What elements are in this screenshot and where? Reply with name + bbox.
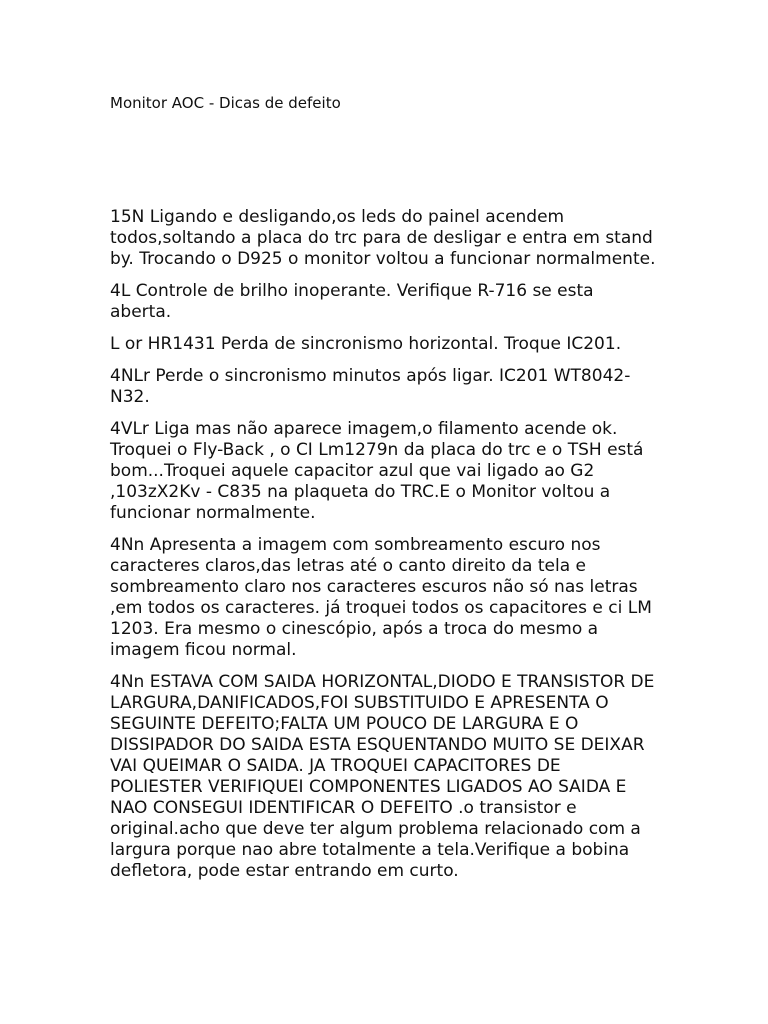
paragraph: 4VLr Liga mas não aparece imagem,o filamento acende ok. Troquei o Fly-Back , o CI Lm1279n da placa do trc e o TSH está bom...Troquei aquele capacitor azul que vai ligado ao G2 ,103zX2Kv - C835 na plaqueta do TRC.E o Monitor voltou a funcionar normalmente.: [110, 419, 644, 523]
page-title: Monitor AOC - Dicas de defeito: [110, 94, 341, 112]
paragraph: 15N Ligando e desligando,os leds do painel acendem todos,soltando a placa do trc para de desligar e entra em stand by. Trocando o D925 o monitor voltou a funcionar normalmente.: [110, 207, 656, 269]
paragraph: 4Nn Apresenta a imagem com sombreamento escuro nos caracteres claros,das letras até o canto direito da tela e sombreamento claro nos caracteres escuros não só nas letras ,em todos os caracteres. já troquei todos os capacitores e ci LM 1203. Era mesmo o cinescópio, após a troca do mesmo a imagem ficou normal.: [110, 535, 652, 660]
paragraph: L or HR1431 Perda de sincronismo horizontal. Troque IC201.: [110, 334, 622, 354]
paragraph: 4L Controle de brilho inoperante. Verifique R-716 se esta aberta.: [110, 281, 594, 322]
paragraph: 4Nn ESTAVA COM SAIDA HORIZONTAL,DIODO E TRANSISTOR DE LARGURA,DANIFICADOS,FOI SUBSTITUIDO E APRESENTA O SEGUINTE DEFEITO;FALTA UM POUCO DE LARGURA E O DISSIPADOR DO SAIDA ESTA ESQUENTANDO MUITO SE DEIXAR VAI QUEIMAR O SAIDA. JA TROQUEI CAPACITORES DE POLIESTER VERIFIQUEI COMPONENTES LIGADOS AO SAIDA E NAO CONSEGUI IDENTIFICAR O DEFEITO .o transistor e original.acho que deve ter algum problema relacionado com a largura porque nao abre totalmente a tela.Verifique a bobina defletora, pode estar entrando em curto.: [110, 672, 655, 881]
document-body: [110, 207, 658, 893]
paragraph: 4NLr Perde o sincronismo minutos após ligar. IC201 WT8042-N32.: [110, 366, 631, 407]
